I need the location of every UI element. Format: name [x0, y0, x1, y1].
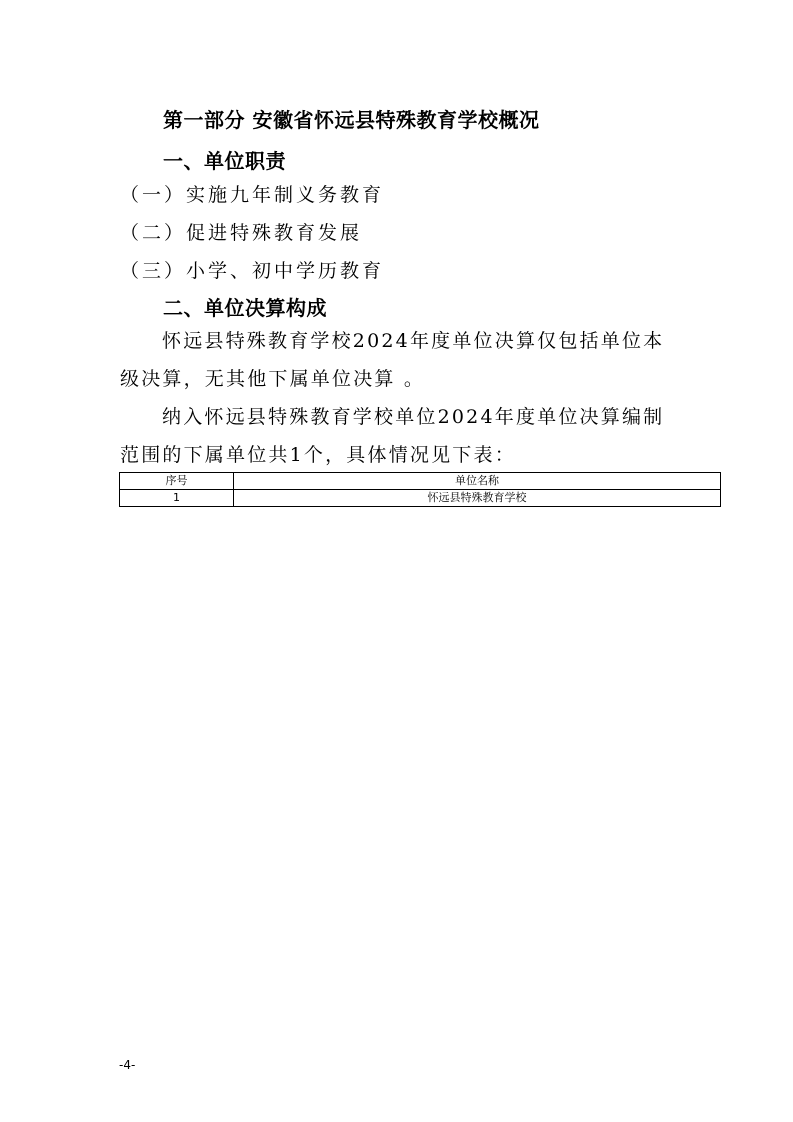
responsibility-item: （一）实施九年制义务教育 [120, 184, 385, 206]
column-header-unit-name: 单位名称 [234, 473, 721, 490]
column-header-index: 序号 [120, 473, 234, 490]
table-cell-unit-name: 怀远县特殊教育学校 [234, 490, 721, 507]
section-heading-composition: 二、单位决算构成 [163, 296, 327, 320]
section-heading-responsibilities: 一、单位职责 [163, 149, 286, 173]
table-row [120, 490, 721, 507]
part-title: 第一部分 安徽省怀远县特殊教育学校概况 [163, 108, 540, 132]
table-header-row [120, 473, 721, 490]
page-number: -4- [119, 1058, 136, 1072]
table-cell-index: 1 [120, 490, 234, 507]
paragraph-composition: 怀远县特殊教育学校2024年度单位决算仅包括单位本级决算，无其他下属单位决算 。 [120, 330, 665, 390]
responsibility-item: （三）小学、初中学历教育 [120, 260, 385, 282]
paragraph-scope: 纳入怀远县特殊教育学校单位2024年度单位决算编制范围的下属单位共1个，具体情况见下表： [120, 406, 665, 466]
units-table [119, 472, 721, 507]
responsibility-item: （二）促进特殊教育发展 [120, 222, 363, 244]
